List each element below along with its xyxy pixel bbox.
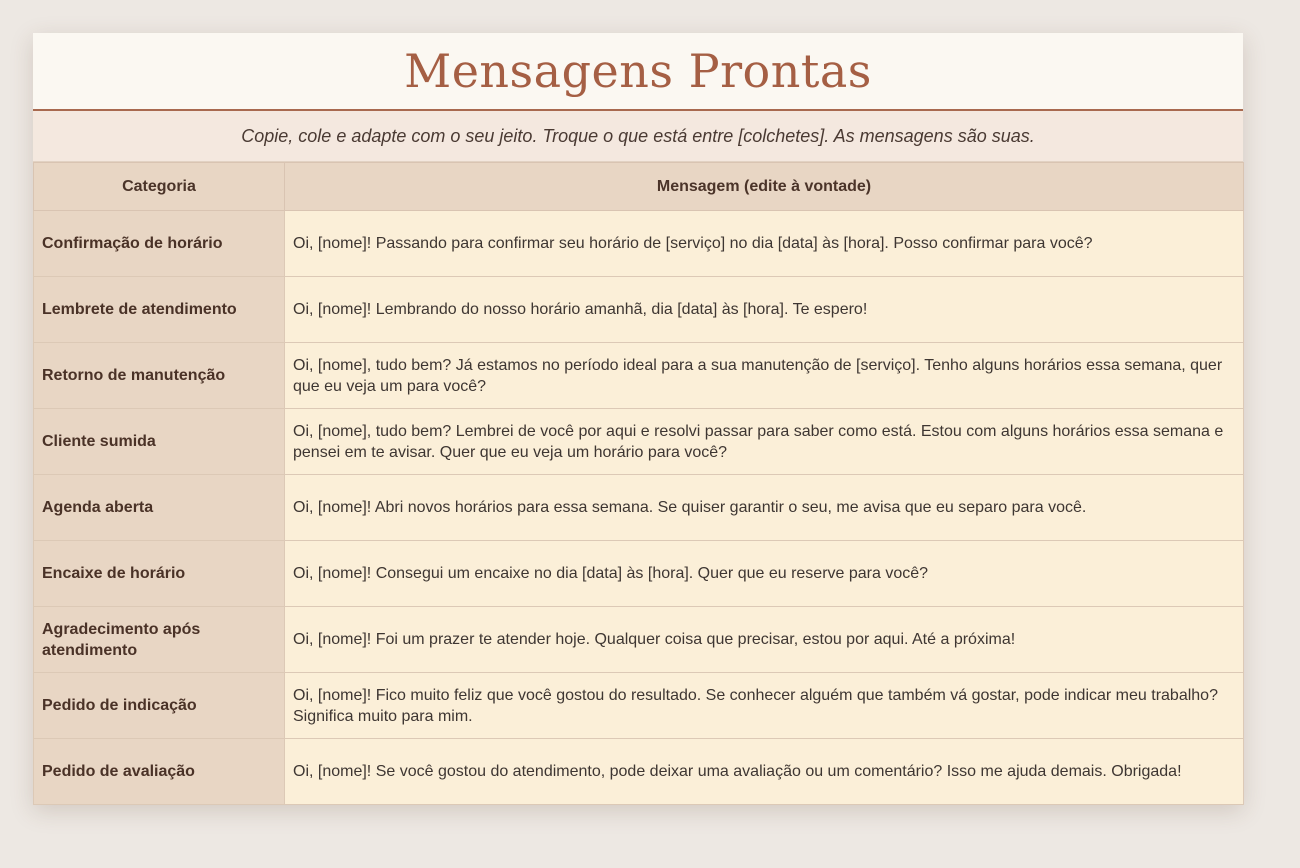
column-header-message: Mensagem (edite à vontade) <box>285 163 1244 211</box>
table-row <box>34 211 1244 277</box>
category-cell: Pedido de avaliação <box>34 739 285 805</box>
page-title: Mensagens Prontas <box>404 44 872 98</box>
message-cell[interactable]: Oi, [nome], tudo bem? Lembrei de você por aqui e resolvi passar para saber como está. Estou com alguns horários essa semana e pensei em te avisar. Quer que eu veja um horário para você? <box>285 409 1244 475</box>
category-cell: Pedido de indicação <box>34 673 285 739</box>
message-cell[interactable]: Oi, [nome]! Abri novos horários para essa semana. Se quiser garantir o seu, me avisa que eu separo para você. <box>285 475 1244 541</box>
message-cell[interactable]: Oi, [nome]! Lembrando do nosso horário amanhã, dia [data] às [hora]. Te espero! <box>285 277 1244 343</box>
subtitle-band <box>33 111 1243 162</box>
title-band <box>33 33 1243 111</box>
category-cell: Encaixe de horário <box>34 541 285 607</box>
category-cell: Agradecimento após atendimento <box>34 607 285 673</box>
category-cell: Confirmação de horário <box>34 211 285 277</box>
table-row <box>34 475 1244 541</box>
category-cell: Retorno de manutenção <box>34 343 285 409</box>
messages-table <box>33 162 1244 805</box>
table-header-row <box>34 163 1244 211</box>
table-row <box>34 343 1244 409</box>
table-row <box>34 277 1244 343</box>
message-cell[interactable]: Oi, [nome]! Foi um prazer te atender hoje. Qualquer coisa que precisar, estou por aqui. Até a próxima! <box>285 607 1244 673</box>
message-cell[interactable]: Oi, [nome]! Fico muito feliz que você gostou do resultado. Se conhecer alguém que também vá gostar, pode indicar meu trabalho? Significa muito para mim. <box>285 673 1244 739</box>
category-cell: Lembrete de atendimento <box>34 277 285 343</box>
table-row <box>34 739 1244 805</box>
table-row <box>34 673 1244 739</box>
message-cell[interactable]: Oi, [nome], tudo bem? Já estamos no período ideal para a sua manutenção de [serviço]. Tenho alguns horários essa semana, quer que eu veja um para você? <box>285 343 1244 409</box>
category-cell: Agenda aberta <box>34 475 285 541</box>
table-row <box>34 409 1244 475</box>
category-cell: Cliente sumida <box>34 409 285 475</box>
message-sheet <box>33 33 1243 805</box>
message-cell[interactable]: Oi, [nome]! Se você gostou do atendimento, pode deixar uma avaliação ou um comentário? Isso me ajuda demais. Obrigada! <box>285 739 1244 805</box>
page-subtitle: Copie, cole e adapte com o seu jeito. Troque o que está entre [colchetes]. As mensagens são suas. <box>241 125 1035 146</box>
message-cell[interactable]: Oi, [nome]! Passando para confirmar seu horário de [serviço] no dia [data] às [hora]. Posso confirmar para você? <box>285 211 1244 277</box>
column-header-category: Categoria <box>34 163 285 211</box>
table-row <box>34 541 1244 607</box>
message-cell[interactable]: Oi, [nome]! Consegui um encaixe no dia [data] às [hora]. Quer que eu reserve para você? <box>285 541 1244 607</box>
table-row <box>34 607 1244 673</box>
